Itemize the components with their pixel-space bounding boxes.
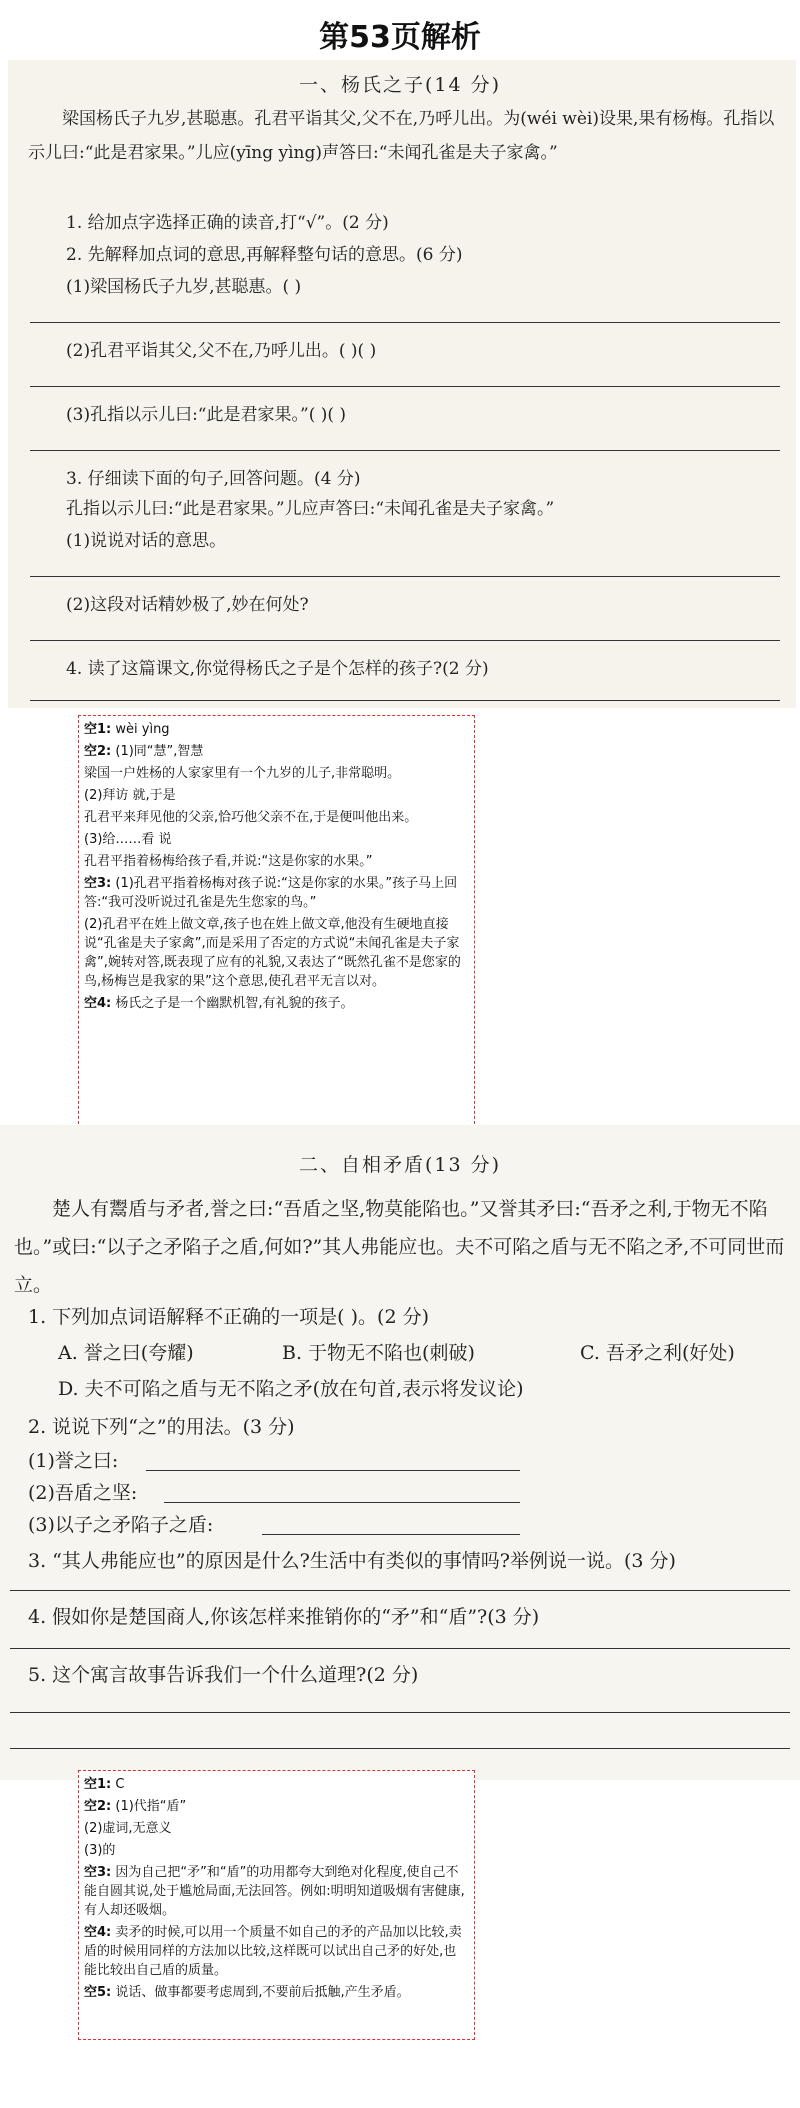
answer-line — [10, 1748, 790, 1749]
answer-text: 因为自己把“矛”和“盾”的功用都夸大到绝对化程度,使自己不能自圆其说,处于尴尬局面,无法回答。例如:明明知道吸烟有害健康,有人却还吸烟。 — [84, 1865, 465, 1918]
answer-line — [10, 1712, 790, 1713]
answer-text: 卖矛的时候,可以用一个质量不如自己的矛的产品加以比较,卖盾的时候用同样的方法加以比较,这样既可以试出自己矛的好处,也能比较出自己盾的质量。 — [84, 1925, 462, 1978]
answer-line — [30, 700, 780, 701]
s2-question-1: 1. 下列加点词语解释不正确的一项是( )。(2 分) — [28, 1306, 429, 1328]
s2-option-a: A. 誉之曰(夸耀) — [58, 1342, 194, 1364]
section1-passage: 梁国杨氏子九岁,甚聪惠。孔君平诣其父,父不在,乃呼儿出。为(wéi wèi)设果,果有杨梅。孔指以示儿曰:“此是君家果。”儿应(yīng yìng)声答曰:“未闻孔雀是夫子家禽。” — [28, 109, 775, 163]
answer-key: 空2: — [84, 1799, 112, 1814]
s2-question-4: 4. 假如你是楚国商人,你该怎样来推销你的“矛”和“盾”?(3 分) — [28, 1606, 540, 1628]
answer-line — [262, 1534, 520, 1535]
answer-text: (3)给……看 说 — [84, 832, 172, 847]
answer-text: 说话、做事都要考虑周到,不要前后抵触,产生矛盾。 — [115, 1985, 410, 2000]
s2-option-c: C. 吾矛之利(好处) — [580, 1342, 735, 1364]
s1-question-2: 2. 先解释加点词的意思,再解释整句话的意思。(6 分) — [66, 245, 463, 265]
answer-text: (2)孔君平在姓上做文章,孩子也在姓上做文章,他没有生硬地直接说“孔雀是夫子家禽”,而是采用了否定的方式说“未闻孔雀是夫子家禽”,婉转对答,既表现了应有的礼貌,又表达了“既然孔雀不是您家的鸟,杨梅岂是我家的果”这个意思,使孔君平无言以对。 — [84, 917, 461, 989]
answer-key: 空3: — [84, 1865, 112, 1880]
answer-line — [10, 1648, 790, 1649]
s2-question-3: 3. “其人弗能应也”的原因是什么?生活中有类似的事情吗?举例说一说。(3 分) — [28, 1550, 676, 1572]
s2-question-2-3: (3)以子之矛陷子之盾: — [28, 1514, 214, 1536]
section2-heading: 二、自相矛盾(13 分) — [298, 1154, 502, 1176]
answer-text: 梁国一户姓杨的人家家里有一个九岁的儿子,非常聪明。 — [84, 766, 401, 781]
answer-key: 空4: — [84, 996, 112, 1011]
answer-line — [164, 1502, 520, 1503]
s2-question-2: 2. 说说下列“之”的用法。(3 分) — [28, 1416, 295, 1438]
s2-option-d: D. 夫不可陷之盾与无不陷之矛(放在句首,表示将发议论) — [58, 1378, 524, 1400]
s2-question-2-2: (2)吾盾之坚: — [28, 1482, 138, 1504]
section2-passage: 楚人有鬻盾与矛者,誉之曰:“吾盾之坚,物莫能陷也。”又誉其矛曰:“吾矛之利,于物无不陷也。”或曰:“以子之矛陷子之盾,何如?”其人弗能应也。夫不可陷之盾与无不陷之矛,不可同世而立。 — [14, 1198, 785, 1296]
s2-question-5: 5. 这个寓言故事告诉我们一个什么道理?(2 分) — [28, 1664, 419, 1686]
s1-question-2-1: (1)梁国杨氏子九岁,甚聪惠。( ) — [66, 277, 302, 297]
s1-question-3: 3. 仔细读下面的句子,回答问题。(4 分) — [66, 469, 361, 489]
answer-line — [146, 1470, 520, 1471]
answer-line — [30, 576, 780, 577]
answer-text: 孔君平指着杨梅给孩子看,并说:“这是你家的水果。” — [84, 854, 373, 869]
answer-text: 杨氏之子是一个幽默机智,有礼貌的孩子。 — [115, 996, 354, 1011]
answer-key: 空1: — [84, 1777, 112, 1792]
s1-question-1: 1. 给加点字选择正确的读音,打“√”。(2 分) — [66, 213, 389, 233]
answer-text: (1)孔君平指着杨梅对孩子说:“这是你家的水果。”孩子马上回答:“我可没听说过孔雀是先生您家的鸟。” — [84, 876, 458, 910]
answer-line — [10, 1590, 790, 1591]
answer-line — [30, 322, 780, 323]
answer-text: wèi yìng — [115, 722, 170, 737]
s1-question-2-2: (2)孔君平诣其父,父不在,乃呼儿出。( )( ) — [66, 341, 377, 361]
s1-question-3-quote: 孔指以示儿曰:“此是君家果。”儿应声答曰:“未闻孔雀是夫子家禽。” — [66, 499, 555, 519]
answer-text: (1)代指“盾” — [115, 1799, 187, 1814]
answer-key: 空3: — [84, 876, 112, 891]
answer-key: 空1: — [84, 722, 112, 737]
s1-question-4: 4. 读了这篇课文,你觉得杨氏之子是个怎样的孩子?(2 分) — [66, 659, 489, 679]
answer-text: 孔君平来拜见他的父亲,恰巧他父亲不在,于是便叫他出来。 — [84, 810, 418, 825]
answer-box-2 — [78, 1770, 475, 2040]
s1-question-3-1: (1)说说对话的意思。 — [66, 531, 227, 551]
answer-text: (2)虚词,无意义 — [84, 1821, 172, 1836]
s1-question-2-3: (3)孔指以示儿曰:“此是君家果。”( )( ) — [66, 405, 347, 425]
page-title: 第53页解析 — [319, 20, 481, 55]
answer-text: (1)同“慧”,智慧 — [115, 744, 204, 759]
s1-question-3-2: (2)这段对话精妙极了,妙在何处? — [66, 595, 309, 615]
s2-question-2-1: (1)誉之曰: — [28, 1450, 119, 1472]
answer-line — [30, 450, 780, 451]
answer-line — [30, 640, 780, 641]
answer-text: (2)拜访 就,于是 — [84, 788, 176, 803]
answer-key: 空2: — [84, 744, 112, 759]
answer-text: (3)的 — [84, 1843, 116, 1858]
section1-heading: 一、杨氏之子(14 分) — [298, 74, 502, 96]
answer-key: 空4: — [84, 1925, 112, 1940]
answer-key: 空5: — [84, 1985, 112, 2000]
answer-box-1 — [78, 715, 475, 1149]
answer-line — [30, 386, 780, 387]
s2-option-b: B. 于物无不陷也(刺破) — [282, 1342, 475, 1364]
answer-text: C — [115, 1777, 125, 1792]
